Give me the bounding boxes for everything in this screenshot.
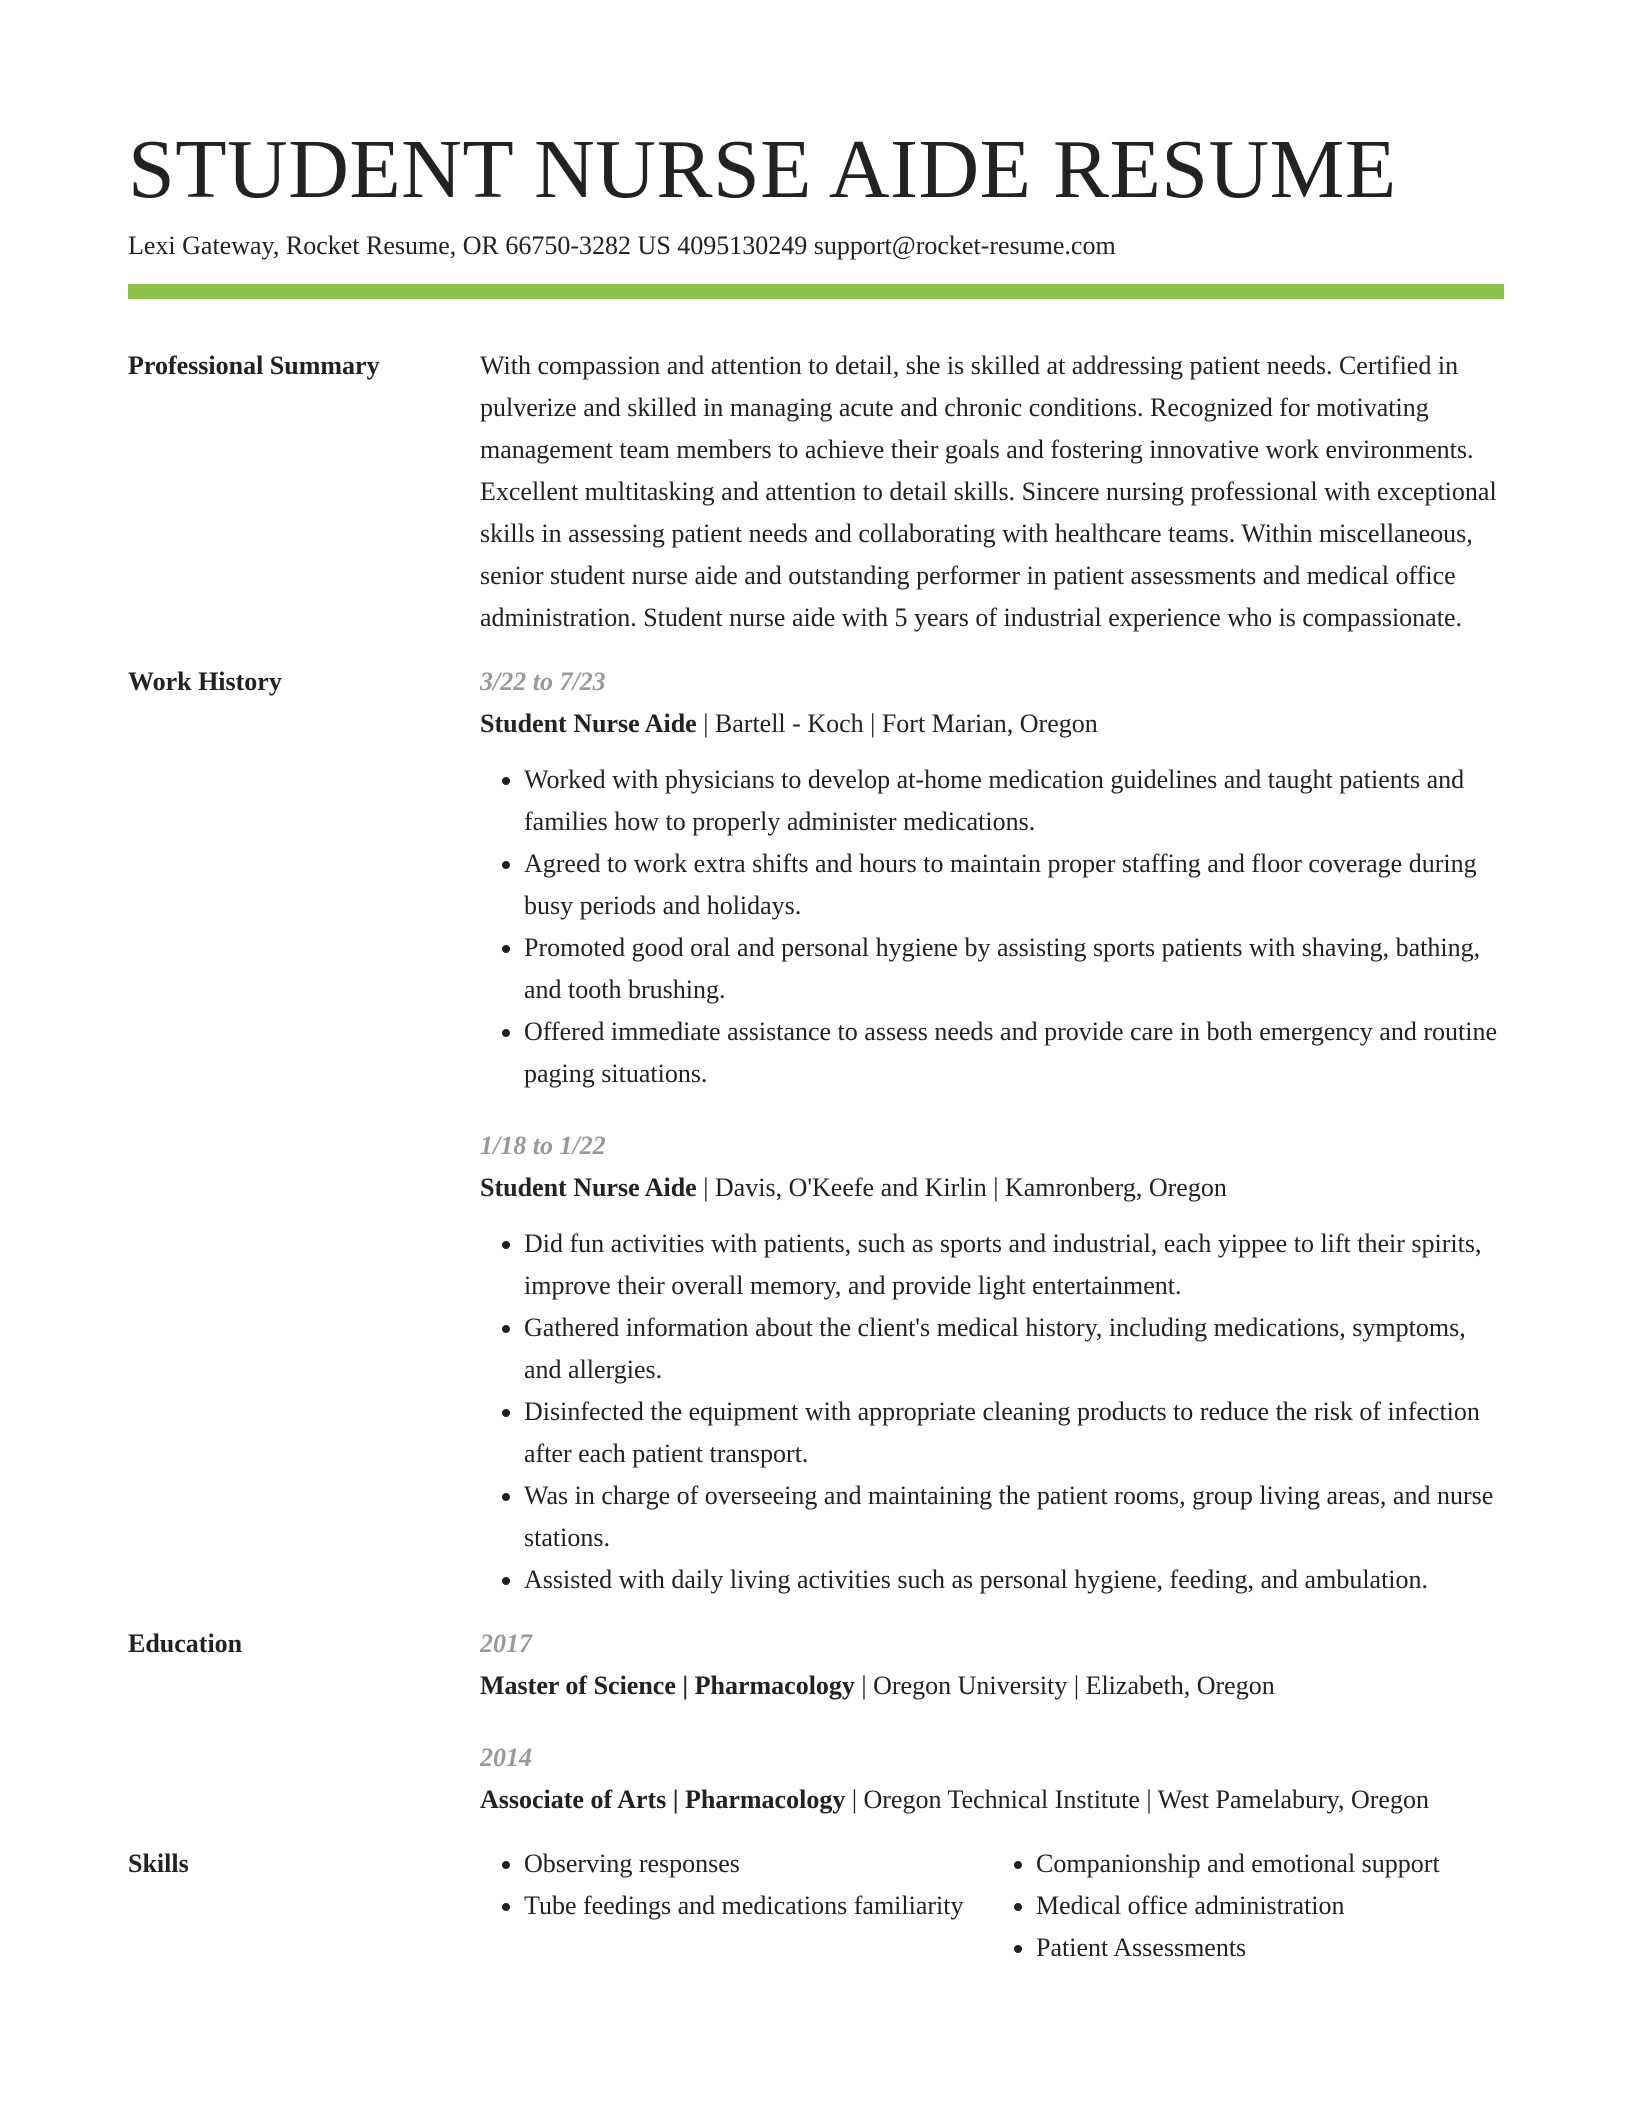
- job-bullets: [480, 759, 1504, 1095]
- job-entry: [480, 1125, 1504, 1601]
- education-heading: [480, 1779, 1504, 1821]
- education-year: 2017: [480, 1629, 532, 1658]
- job-bullet: • Gathered information about the client's medical history, including medications, symptoms, and allergies.: [524, 1307, 1504, 1391]
- section-label-education: Education: [128, 1629, 243, 1658]
- job-details: | Bartell - Koch | Fort Marian, Oregon: [696, 709, 1098, 738]
- section-label-skills: Skills: [128, 1849, 189, 1878]
- job-role: Student Nurse Aide: [480, 709, 697, 738]
- education-entry: [480, 1737, 1504, 1821]
- job-bullet: • Assisted with daily living activities such as personal hygiene, feeding, and ambulation.: [524, 1559, 1504, 1601]
- job-bullet: • Promoted good oral and personal hygiene by assisting sports patients with shaving, bathing, and tooth brushing.: [524, 927, 1504, 1011]
- job-bullet: • Offered immediate assistance to assess needs and provide care in both emergency and routine paging situations.: [524, 1011, 1504, 1095]
- job-role: Student Nurse Aide: [480, 1173, 697, 1202]
- skill-item: • Companionship and emotional support: [1036, 1843, 1504, 1885]
- resume-title: STUDENT NURSE AIDE RESUME: [128, 123, 1397, 216]
- job-details: | Davis, O'Keefe and Kirlin | Kamronberg, Oregon: [696, 1173, 1227, 1202]
- education-entry: [480, 1623, 1504, 1707]
- job-heading: [480, 703, 1504, 745]
- section-label-work: Work History: [128, 667, 282, 696]
- skills-columns: [480, 1843, 1504, 1969]
- summary-text: With compassion and attention to detail, she is skilled at addressing patient needs. Certified in pulverize and skilled in managing acute and chronic conditions. Recognized for motivating management team members to achieve their goals and fostering innovative work environments. Excellent multitasking and attention to detail skills. Sincere nursing professional with exceptional skills in assessing patient needs and collaborating with healthcare teams. Within miscellaneous, senior student nurse aide and outstanding performer in patient assessments and medical office administration. Student nurse aide with 5 years of industrial experience who is compassionate.: [480, 351, 1497, 632]
- summary-section: [128, 345, 1504, 639]
- job-bullet: • Agreed to work extra shifts and hours to maintain proper staffing and floor coverage during busy periods and holidays.: [524, 843, 1504, 927]
- section-label-summary: Professional Summary: [128, 351, 380, 380]
- skills-section: [128, 1843, 1504, 1969]
- education-degree: Associate of Arts | Pharmacology: [480, 1785, 846, 1814]
- job-bullet: • Worked with physicians to develop at-home medication guidelines and taught patients and families how to properly administer medications.: [524, 759, 1504, 843]
- job-heading: [480, 1167, 1504, 1209]
- work-section: [128, 661, 1504, 1631]
- job-entry: [480, 661, 1504, 1095]
- skill-item: • Medical office administration: [1036, 1885, 1504, 1927]
- education-year: 2014: [480, 1743, 532, 1772]
- job-bullet: • Did fun activities with patients, such as sports and industrial, each yippee to lift their spirits, improve their overall memory, and provide light entertainment.: [524, 1223, 1504, 1307]
- accent-divider: [128, 284, 1504, 299]
- education-details: | Oregon Technical Institute | West Pamelabury, Oregon: [845, 1785, 1429, 1814]
- education-degree: Master of Science | Pharmacology: [480, 1671, 855, 1700]
- job-bullet: • Disinfected the equipment with appropriate cleaning products to reduce the risk of infection after each patient transport.: [524, 1391, 1504, 1475]
- education-details: | Oregon University | Elizabeth, Oregon: [854, 1671, 1275, 1700]
- contact-line: Lexi Gateway, Rocket Resume, OR 66750-3282 US 4095130249 support@rocket-resume.com: [128, 231, 1116, 260]
- skill-item: • Observing responses: [524, 1843, 992, 1885]
- education-section: [128, 1623, 1504, 1851]
- job-bullets: [480, 1223, 1504, 1601]
- job-dates: 3/22 to 7/23: [480, 667, 606, 696]
- resume-page: [128, 120, 1504, 1969]
- skills-list-left: [480, 1843, 992, 1969]
- education-heading: [480, 1665, 1504, 1707]
- skill-item: • Patient Assessments: [1036, 1927, 1504, 1969]
- skills-list-right: [992, 1843, 1504, 1969]
- job-dates: 1/18 to 1/22: [480, 1131, 606, 1160]
- skill-item: • Tube feedings and medications familiarity: [524, 1885, 992, 1927]
- job-bullet: • Was in charge of overseeing and maintaining the patient rooms, group living areas, and nurse stations.: [524, 1475, 1504, 1559]
